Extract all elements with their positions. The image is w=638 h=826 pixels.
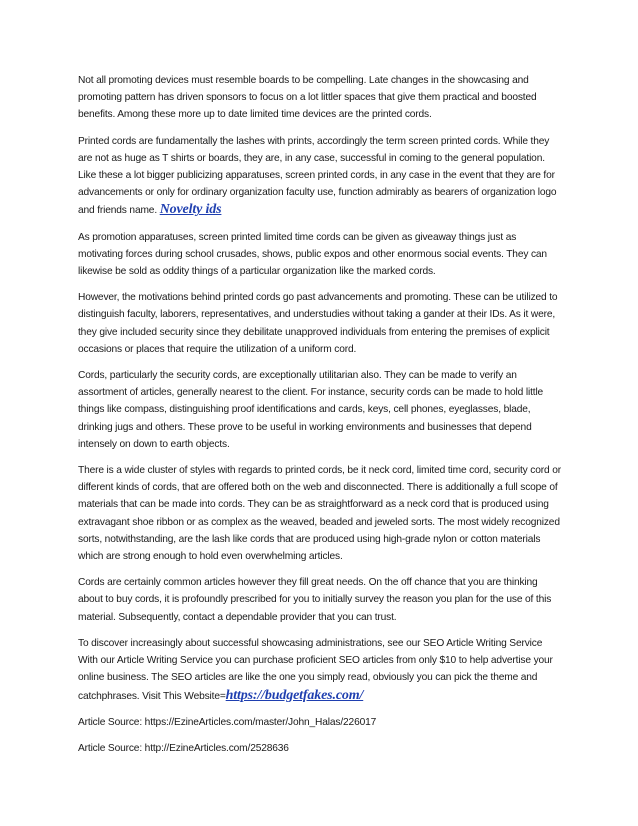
paragraph-6 [78,462,562,565]
paragraph-text: Cords are certainly common articles however they fill great needs. On the off chance that you are thinking about to buy cords, it is profoundly prescribed for you to initially survey the reason you plan for the use of this material. Subsequently, contact a dependable provider that you can trust. [78,577,552,623]
paragraph-8 [78,635,562,705]
paragraph-text: As promotion apparatuses, screen printed limited time cords can be given as giveaway things just as motivating forces during school crusades, shows, public expos and other enormous social events. They can likewise be sold as oddity things of a particular organization like the marked cords. [78,231,547,278]
paragraph-2 [78,133,562,220]
paragraph-text: To discover increasingly about successful showcasing administrations, see our SEO Article Writing Service With our Article Writing Service you can purchase proficient SEO articles from only $10 to help advertise your online business. The SEO articles are like the one you simply read, obviously you can pick the theme and catchphrases. Visit This Website= [78,637,553,702]
paragraph-7 [78,574,562,626]
paragraph-5 [78,367,562,453]
paragraph-text: There is a wide cluster of styles with regards to printed cords, be it neck cord, limited time cord, security cord or different kinds of cords, that are offered both on the web and disconnected. There is additionally a full scope of materials that can be made into cords. They can be as straightforward as a neck cord that is produced using extravagant shoe ribbon or as complex as the weaved, beaded and jeweled sorts. The most widely recognized sorts, notwithstanding, are the lash like cords that are produced using high-grade nylon or cotton materials which are strong enough to hold even overwhelming articles. [78,465,561,563]
paragraph-3 [78,229,562,281]
article-source-2: Article Source: http://EzineArticles.com/2528636 [78,742,289,754]
paragraph-text: However, the motivations behind printed cords go past advancements and promoting. These can be utilized to distinguish faculty, laborers, representatives, and understudies without taking a gander at their IDs. As it were, they give included security since they debilitate unapproved individuals from entering the premises of explicit occasions or places that require the utilization of a uniform cord. [78,292,558,355]
article-source-1: Article Source: https://EzineArticles.com/master/John_Halas/226017 [78,716,377,728]
novelty-ids-link[interactable]: Novelty ids [159,202,222,218]
paragraph-4 [78,289,562,358]
budgetfakes-link[interactable]: https://budgetfakes.com/ [225,687,364,703]
paragraph-text: Cords, particularly the security cords, are exceptionally utilitarian also. They can be made to verify an assortment of articles, generally nearest to the client. For instance, security cords can be made to hold little things like compass, distinguishing proof identifications and cards, keys, cell phones, eyeglasses, blade, drinking jugs and others. These prove to be useful in working environments and businesses that depend intensely on down to earth objects. [78,370,544,450]
paragraph-text: Printed cords are fundamentally the lashes with prints, accordingly the term screen printed cords. While they are not as huge as T shirts or boards, they are, in any case, successful in coming to the general population. Like these a lot bigger publicizing apparatuses, screen printed cords, in any case in the event that they are for advancements or only for ordinary organization faculty use, function admirably as bearers of organization logo and friends name. [78,135,557,217]
article-body [78,72,562,766]
paragraph-1 [78,72,562,124]
paragraph-text: Not all promoting devices must resemble boards to be compelling. Late changes in the showcasing and promoting pattern has driven sponsors to focus on a lot littler spaces that give them practical and boosted benefits. Among these more up to date limited time devices are the printed cords. [78,75,537,121]
